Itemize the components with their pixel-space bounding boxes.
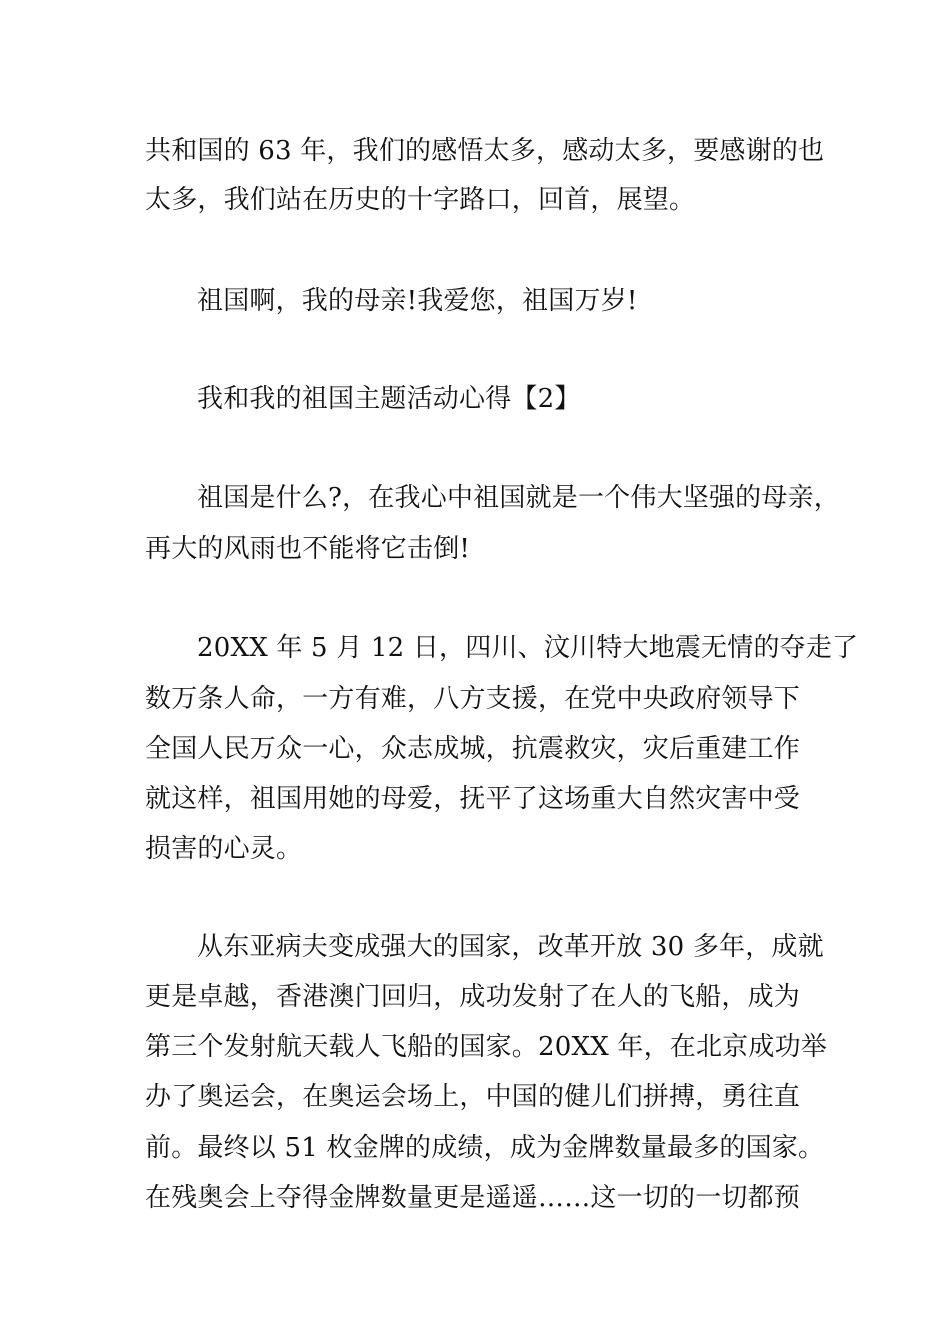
text-line: 祖国是什么?，在我心中祖国就是一个伟大坚强的母亲， [197, 483, 840, 513]
text-line: 数万条人命，一方有难，八方支援，在党中央政府领导下 [145, 684, 801, 714]
text-line: 损害的心灵。 [145, 834, 303, 864]
text-line: 就这样，祖国用她的母爱，抚平了这场重大自然灾害中受 [145, 784, 801, 814]
text-line: 第三个发射航天载人飞船的国家。20XX 年，在北京成功举 [145, 1032, 827, 1062]
text-line: 前。最终以 51 枚金牌的成绩，成为金牌数量最多的国家。 [145, 1133, 825, 1163]
text-line: 办了奥运会，在奥运会场上，中国的健儿们拼搏，勇往直 [145, 1082, 801, 1112]
text-line: 再大的风雨也不能将它击倒! [145, 534, 471, 564]
text-line: 在残奥会上夺得金牌数量更是遥遥……这一切的一切都预 [145, 1183, 801, 1213]
text-line: 从东亚病夫变成强大的国家，改革开放 30 多年，成就 [197, 932, 824, 962]
text-line: 祖国啊，我的母亲!我爱您，祖国万岁! [197, 286, 638, 316]
text-line: 更是卓越，香港澳门回归，成功发射了在人的飞船，成为 [145, 982, 801, 1012]
section-heading: 我和我的祖国主题活动心得【2】 [197, 384, 581, 414]
text-line: 共和国的 63 年，我们的感悟太多，感动太多，要感谢的也 [145, 136, 825, 166]
text-line: 20XX 年 5 月 12 日，四川、汶川特大地震无情的夺走了 [197, 633, 859, 663]
text-line: 全国人民万众一心，众志成城，抗震救灾，灾后重建工作 [145, 734, 801, 764]
text-line: 太多，我们站在历史的十字路口，回首，展望。 [145, 185, 696, 215]
